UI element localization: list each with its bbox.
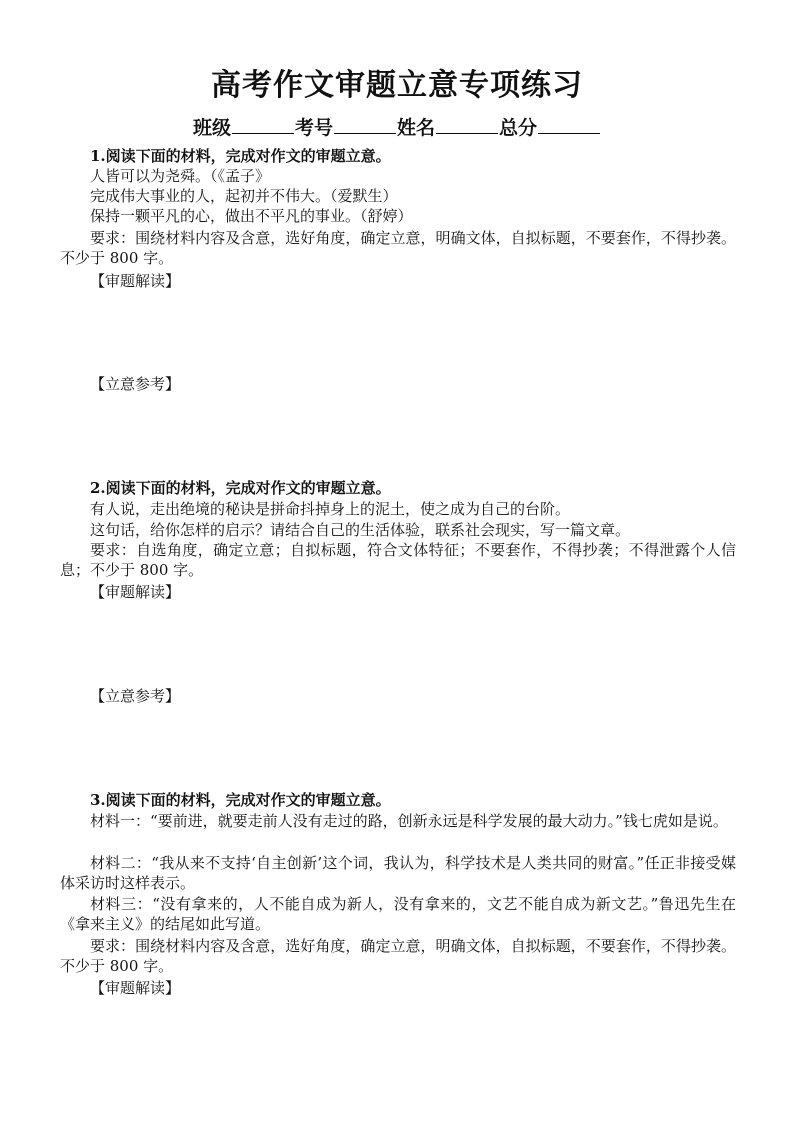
q3-requirement: 要求：围绕材料内容及含意，选好角度，确定立意，明确文体，自拟标题，不要套作，不得抄袭。不少于 800 字。	[60, 937, 736, 975]
q1-line3: 保持一颗平凡的心，做出不平凡的事业。（舒婷）	[90, 207, 413, 225]
q3-material3: 材料三：“没有拿来的，人不能自成为新人，没有拿来的，文艺不能自成为新文艺。”鲁迅先生在《拿来主义》的结尾如此写道。	[60, 895, 736, 933]
name-label: 姓名	[397, 117, 436, 139]
score-blank[interactable]	[538, 115, 600, 134]
q2-line1: 有人说，走出绝境的秘诀是拼命抖掉身上的泥土，使之成为自己的台阶。	[90, 500, 571, 518]
q2-heading: 2.阅读下面的材料，完成对作文的审题立意。	[90, 479, 391, 497]
q2-analysis-tag: 【审题解读】	[90, 583, 181, 601]
q1-analysis-tag: 【审题解读】	[90, 272, 181, 290]
q2-requirement: 要求：自选角度，确定立意；自拟标题，符合文体特征；不要套作，不得抄袭；不得泄露个人信息；不少于 800 字。	[60, 541, 736, 579]
q1-line2: 完成伟大事业的人，起初并不伟大。（爱默生）	[90, 187, 398, 205]
class-blank[interactable]	[232, 115, 294, 134]
score-label: 总分	[499, 117, 538, 139]
q1-line1: 人皆可以为尧舜。（《孟子》	[90, 167, 271, 185]
q2-reference-tag: 【立意参考】	[90, 687, 181, 705]
number-label: 考号	[294, 117, 333, 139]
q3-analysis-tag: 【审题解读】	[90, 979, 181, 997]
number-blank[interactable]	[334, 115, 396, 134]
class-label: 班级	[192, 117, 231, 139]
page-title: 高考作文审题立意专项练习	[211, 68, 583, 103]
q2-line2: 这句话，给你怎样的启示？请结合自己的生活体验，联系社会现实，写一篇文章。	[90, 521, 631, 539]
q3-material1: 材料一：“要前进，就要走前人没有走过的路，创新永远是科学发展的最大动力。”钱七虎如是说。	[90, 812, 728, 830]
q3-material2: 材料二：“我从来不支持‘自主创新’这个词，我认为，科学技术是人类共同的财富。”任正非接受媒体采访时这样表示。	[60, 854, 736, 892]
student-info-row	[0, 113, 794, 140]
q3-heading: 3.阅读下面的材料，完成对作文的审题立意。	[90, 791, 391, 809]
q1-requirement: 要求：围绕材料内容及含意，选好角度，确定立意，明确文体，自拟标题，不要套作，不得抄袭。不少于 800 字。	[60, 229, 736, 267]
q1-reference-tag: 【立意参考】	[90, 375, 181, 393]
q1-heading: 1.阅读下面的材料，完成对作文的审题立意。	[90, 147, 391, 165]
name-blank[interactable]	[436, 115, 498, 134]
